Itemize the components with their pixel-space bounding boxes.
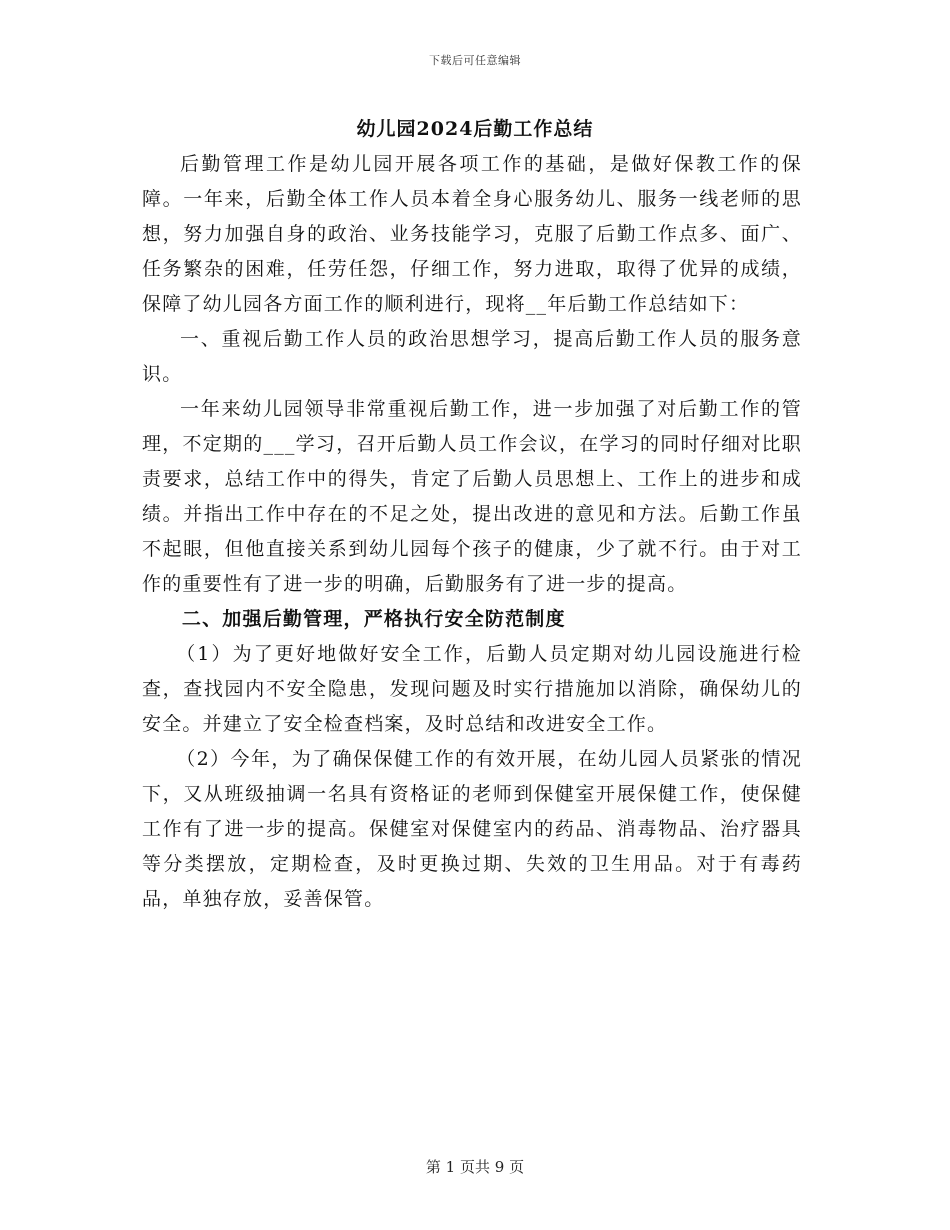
intro-paragraph: 后勤管理工作是幼儿园开展各项工作的基础，是做好保教工作的保障。一年来，后勤全体工作人员本着全身心服务幼儿、服务一线老师的思想，努力加强自身的政治、业务技能学习，克服了后勤工作点多、面广、任务繁杂的困难，任劳任怨，仔细工作，努力进取，取得了优异的成绩，保障了幼儿园各方面工作的顺利进行，现将__年后勤工作总结如下： (142, 153, 802, 315)
section-two-heading: 二、加强后勤管理，严格执行安全防范制度 (181, 608, 566, 630)
document-title: 幼儿园2024后勤工作总结 (356, 118, 594, 140)
section-two-item-1: （1）为了更好地做好安全工作，后勤人员定期对幼儿园设施进行检查，查找园内不安全隐患，发现问题及时实行措施加以消除，确保幼儿的安全。并建立了安全检查档案，及时总结和改进安全工作。 (142, 643, 802, 735)
page-header-note: 下载后可任意编辑 (429, 54, 521, 67)
section-one-paragraph: 一年来幼儿园领导非常重视后勤工作，进一步加强了对后勤工作的管理，不定期的___学习，召开后勤人员工作会议，在学习的同时仔细对比职责要求，总结工作中的得失，肯定了后勤人员思想上、工作上的进步和成绩。并指出工作中存在的不足之处，提出改进的意见和方法。后勤工作虽不起眼，但他直接关系到幼儿园每个孩子的健康，少了就不行。由于对工作的重要性有了进一步的明确，后勤服务有了进一步的提高。 (142, 398, 802, 595)
document-body (142, 147, 802, 917)
section-one-heading: 一、重视后勤工作人员的政治思想学习，提高后勤工作人员的服务意识。 (142, 328, 802, 385)
page-number: 第 1 页共 9 页 (425, 1158, 525, 1176)
section-two-item-2: （2）今年，为了确保保健工作的有效开展，在幼儿园人员紧张的情况下，又从班级抽调一名具有资格证的老师到保健室开展保健工作，使保健工作有了进一步的提高。保健室对保健室内的药品、消毒物品、治疗器具等分类摆放，定期检查，及时更换过期、失效的卫生用品。对于有毒药品，单独存放，妥善保管。 (142, 748, 802, 910)
